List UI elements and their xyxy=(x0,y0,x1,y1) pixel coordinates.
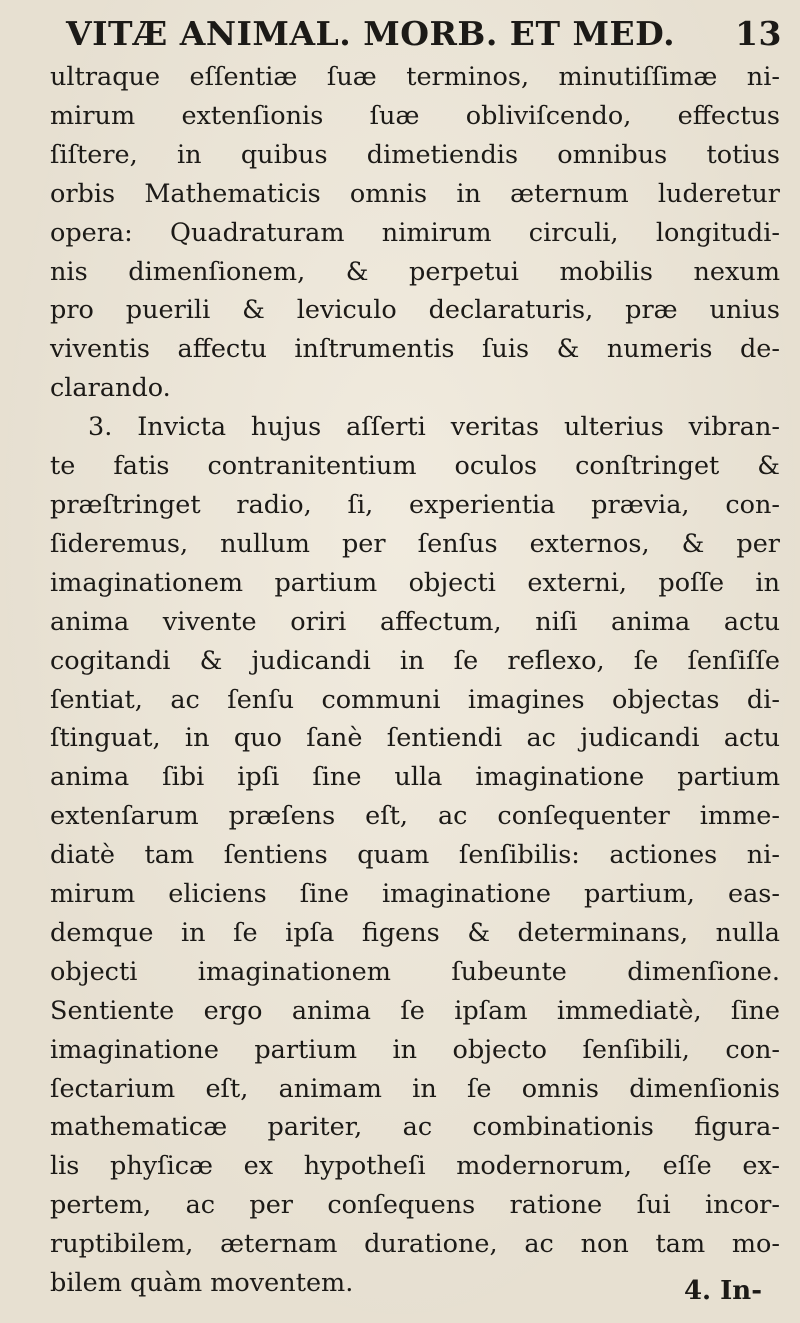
text-line: te fatis contranitentium oculos conſtringet & xyxy=(50,451,780,482)
text-line: præſtringet radio, ſi, experientia prævia, con- xyxy=(50,489,780,520)
running-title: VITÆ ANIMAL. MORB. ET MED. xyxy=(66,14,676,53)
text-line: imaginatione partium in objecto ſenſibili, con- xyxy=(50,1034,780,1065)
text-line: pro puerili & leviculo declaraturis, præ unius xyxy=(50,295,780,326)
text-line: clarando. xyxy=(50,373,171,404)
text-line: lis phyſicæ ex hypotheſi modernorum, eſſe ex- xyxy=(50,1151,780,1182)
text-line: ſideremus, nullum per ſenſus externos, & per xyxy=(50,528,780,559)
text-line: ſectarium eſt, animam in ſe omnis dimenſionis xyxy=(50,1073,780,1104)
text-line: bilem quàm moventem. xyxy=(50,1268,354,1299)
text-line: ſiſtere, in quibus dimetiendis omnibus totius xyxy=(50,139,780,170)
text-line: ſentiat, ac ſenſu communi imagines objectas di- xyxy=(50,684,780,715)
text-line: nis dimenſionem, & perpetui mobilis nexum xyxy=(50,256,780,287)
text-line: mathematicæ pariter, ac combinationis figura- xyxy=(50,1112,780,1143)
text-line: anima ſibi ipſi ſine ulla imaginatione partium xyxy=(50,762,780,793)
paragraph-start-line: 3. Invicta hujus aſſerti veritas ulterius vibran- xyxy=(88,412,780,443)
text-line: extenſarum præſens eſt, ac conſequenter imme- xyxy=(50,801,780,832)
text-line: anima vivente oriri affectum, niſi anima actu xyxy=(50,606,780,637)
text-line: imaginationem partium objecti externi, poſſe in xyxy=(50,567,780,598)
text-line: pertem, ac per conſequens ratione ſui incor- xyxy=(50,1190,780,1221)
text-line: orbis Mathematicis omnis in æternum luderetur xyxy=(50,178,780,209)
text-line: Sentiente ergo anima ſe ipſam immediatè, ſine xyxy=(50,995,780,1026)
text-line: ſtinguat, in quo ſanè ſentiendi ac judicandi actu xyxy=(50,723,780,754)
text-line: ruptibilem, æternam duratione, ac non tam mo- xyxy=(50,1229,780,1260)
catchword: 4. In- xyxy=(683,1276,762,1306)
text-line: opera: Quadraturam nimirum circuli, longitudi- xyxy=(50,217,780,248)
text-line: cogitandi & judicandi in ſe reflexo, ſe ſenſiſſe xyxy=(50,645,780,676)
text-line: objecti imaginationem ſubeunte dimenſione. xyxy=(50,956,780,987)
text-line: mirum eliciens ſine imaginatione partium, eas- xyxy=(50,879,780,910)
body-text xyxy=(50,58,780,1303)
text-line: viventis affectu inſtrumentis ſuis & numeris de- xyxy=(50,334,780,365)
text-line: diatè tam ſentiens quam ſenſibilis: actiones ni- xyxy=(50,840,780,871)
text-line: demque in ſe ipſa figens & determinans, nulla xyxy=(50,917,780,948)
page-number: 13 xyxy=(735,14,782,53)
text-line: mirum extenſionis ſuæ obliviſcendo, effectus xyxy=(50,100,780,131)
page-header xyxy=(66,14,782,53)
text-line: ultraque eſſentiæ ſuæ terminos, minutiſſimæ ni- xyxy=(50,62,780,92)
